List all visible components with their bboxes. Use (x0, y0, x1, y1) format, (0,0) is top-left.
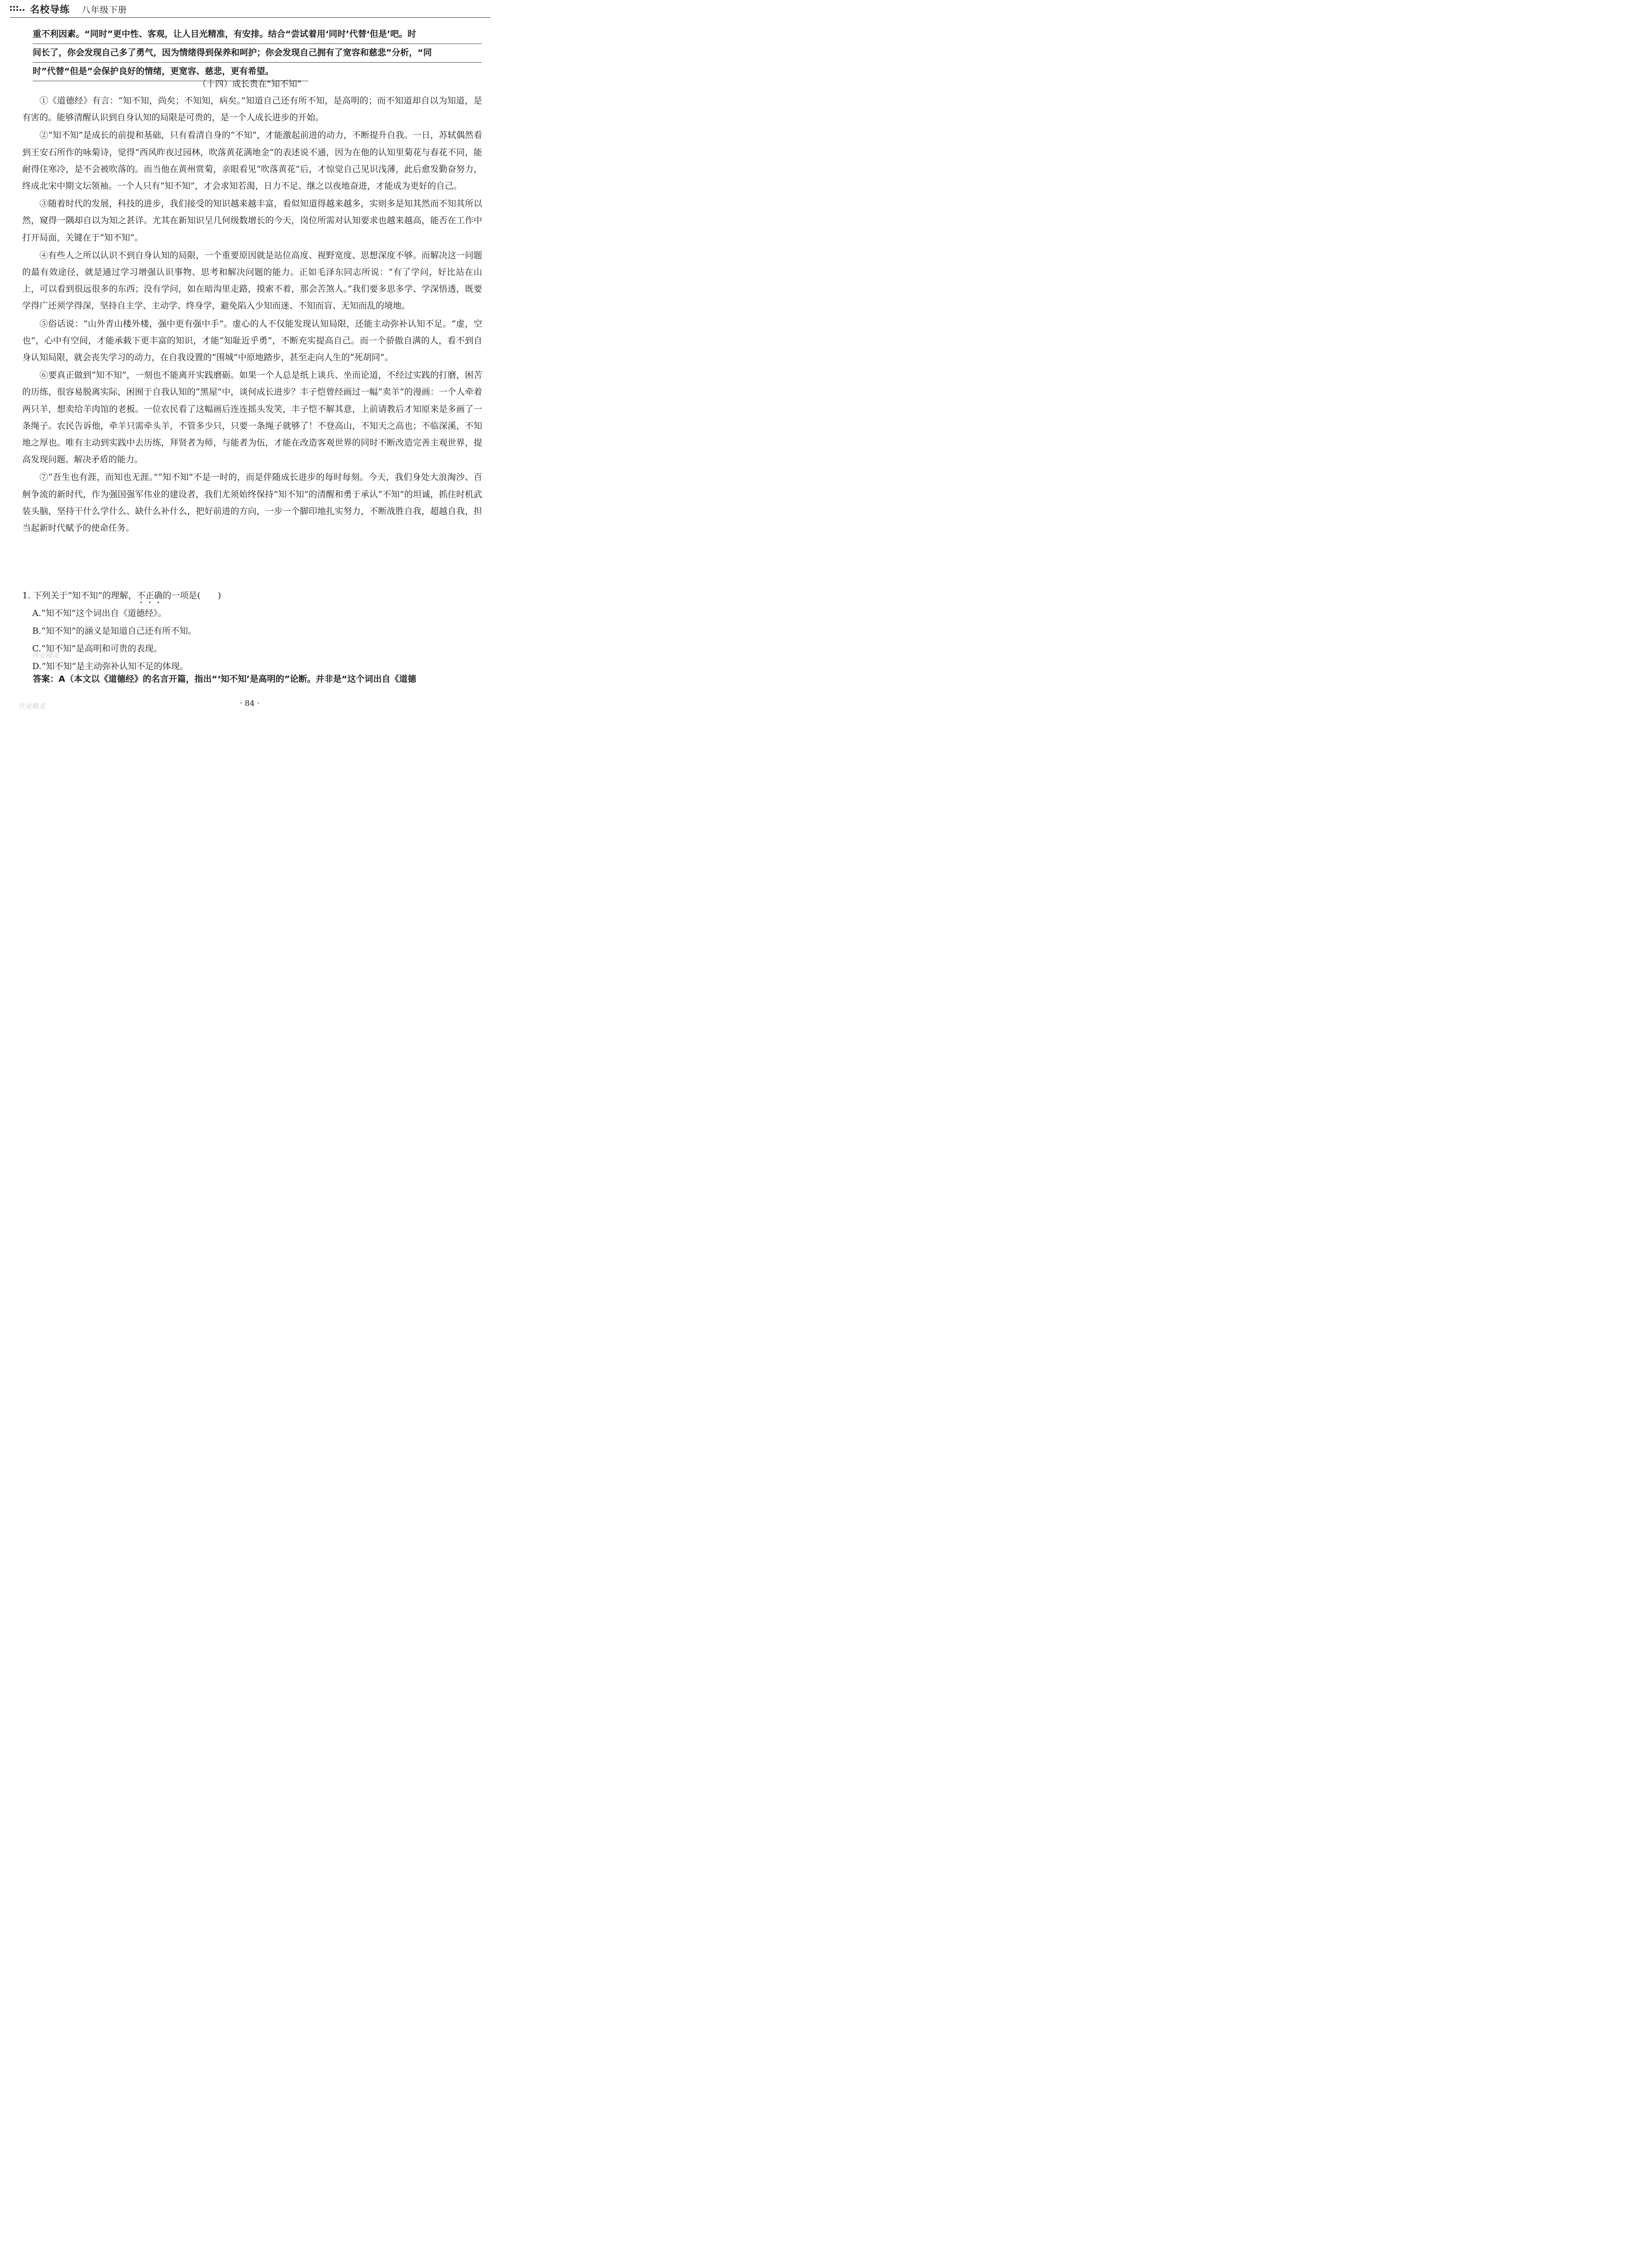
answer-line: 重不利因素。“同时”更中性、客观，让人目光精准，有安排。结合“尝试着用‘同时’代替‘但是’吧。时 (33, 25, 482, 44)
section-title: （十四）成长贵在“知不知” (198, 79, 302, 89)
option-c: C.“知不知”是高明和可贵的表现。 (32, 644, 162, 654)
question-stem-emphasis: 不正确 (137, 591, 163, 601)
question-stem (22, 587, 482, 605)
answer-line: 时”代替“但是”会保护良好的情绪，更宽容、慈悲，更有希望。 (33, 63, 308, 81)
dots-icon (10, 5, 26, 13)
option-b: B.“知不知”的涵义是知道自己还有所不知。 (32, 626, 197, 636)
answer-continuation (33, 25, 482, 81)
article-body (22, 93, 482, 538)
brand-title: 名校导练 (30, 4, 70, 15)
watermark: 作业精灵 (32, 651, 59, 660)
paragraph: ③随着时代的发展，科技的进步，我们接受的知识越来越丰富，看似知道得越来越多，实则多是知其然而不知其所以然，窥得一隅却自以为知之甚详。尤其在新知识呈几何级数增长的今天，岗位所需对认知要求也越来越高，能否在工作中打开局面，关键在于“知不知”。 (22, 199, 482, 243)
paragraph: ⑦“吾生也有涯，而知也无涯。”“知不知”不是一时的，而是伴随成长进步的每时每刻。今天，我们身处大浪淘沙、百舸争流的新时代，作为强国强军伟业的建设者，我们尤须始终保持“知不知”的清醒和勇于承认“不知”的坦诚，抓住时机武装头脑，坚持干什么学什么、缺什么补什么，把好前进的方向，一步一个脚印地扎实努力，不断战胜自我，超越自我，担当起新时代赋予的使命任务。 (22, 472, 482, 533)
question-block (22, 587, 482, 675)
paragraph: ②“知不知”是成长的前提和基础，只有看清自身的“不知”，才能激起前进的动力，不断提升自我。一日，苏轼偶然看到王安石所作的咏菊诗，觉得“西风昨夜过园林，吹落黄花满地金”的表述说不通，因为在他的认知里菊花与春花不同，能耐得住寒冷，是不会被吹落的。而当他在黄州赏菊，亲眼看见“吹落黄花”后，才惊觉自己见识浅薄，此后愈发勤奋努力，终成北宋中期文坛领袖。一个人只有“知不知”，才会求知若渴，日力不足、继之以夜地奋进，才能成为更好的自己。 (22, 130, 482, 191)
header-divider (10, 17, 490, 18)
answer-line: 间长了，你会发现自己多了勇气，因为情绪得到保养和呵护；你会发现自己拥有了宽容和慈悲”分析，“同 (33, 44, 482, 63)
watermark: 作业精灵 (18, 702, 46, 710)
option-d: D.“知不知”是主动弥补认知不足的体现。 (32, 661, 189, 671)
question-stem-before: 1. 下列关于“知不知”的理解， (22, 591, 137, 601)
answer-text: 答案：A（本文以《道德经》的名言开篇，指出“‘知不知’是高明的”论断。并非是“这个词出自《道德 (33, 674, 416, 684)
page-number: · 84 · (239, 699, 260, 708)
paragraph: ④有些人之所以认识不到自身认知的局限，一个重要原因就是站位高度、视野宽度、思想深度不够。而解决这一问题的最有效途径，就是通过学习增强认识事物、思考和解决问题的能力。正如毛泽东同志所说：“有了学问，好比站在山上，可以看到很远很多的东西；没有学问，如在暗沟里走路，摸索不着，那会苦煞人。”我们要多思多学、学深悟透，既要学得广还须学得深，坚持自主学、主动学、终身学，避免陷入少知而迷、不知而盲、无知而乱的境地。 (22, 250, 482, 311)
grade-label: 八年级下册 (82, 5, 127, 15)
page-header (10, 3, 127, 15)
option-a: A.“知不知”这个词出自《道德经》。 (32, 608, 166, 618)
paragraph: ⑤俗话说：“山外青山楼外楼，强中更有强中手”。虚心的人不仅能发现认知局限，还能主动弥补认知不足。“虚，空也”，心中有空间，才能承载下更丰富的知识，才能“知耻近乎勇”，不断充实提高自己。而一个骄傲自满的人，看不到自身认知局限，就会丧失学习的动力，在自我设置的“围城”中原地踏步，甚至走向人生的“死胡同”。 (22, 318, 482, 363)
paragraph: ⑥要真正做到“知不知”，一刻也不能离开实践磨砺。如果一个人总是纸上谈兵、坐而论道，不经过实践的打磨，困苦的历练，很容易脱离实际，困囿于自我认知的“黑屋”中，谈何成长进步？丰子恺曾经画过一幅“卖羊”的漫画：一个人牵着两只羊，想卖给羊肉馆的老板。一位农民看了这幅画后连连摇头发笑，丰子恺不解其意，上前请教后才知原来是多画了一条绳子。农民告诉他，牵羊只需牵头羊，不管多少只，只要一条绳子就够了！不登高山，不知天之高也；不临深溪，不知地之厚也。唯有主动到实践中去历练，拜贤者为师，与能者为伍，才能在改造客观世界的同时不断改造完善主观世界，提高发现问题、解决矛盾的能力。 (22, 370, 482, 465)
question-stem-after: 的一项是( ) (162, 591, 221, 601)
paragraph: ①《道德经》有言：“知不知，尚矣；不知知，病矣。”知道自己还有所不知，是高明的；而不知道却自以为知道，是有害的。能够清醒认识到自身认知的局限是可贵的，是一个人成长进步的开始。 (22, 96, 482, 123)
